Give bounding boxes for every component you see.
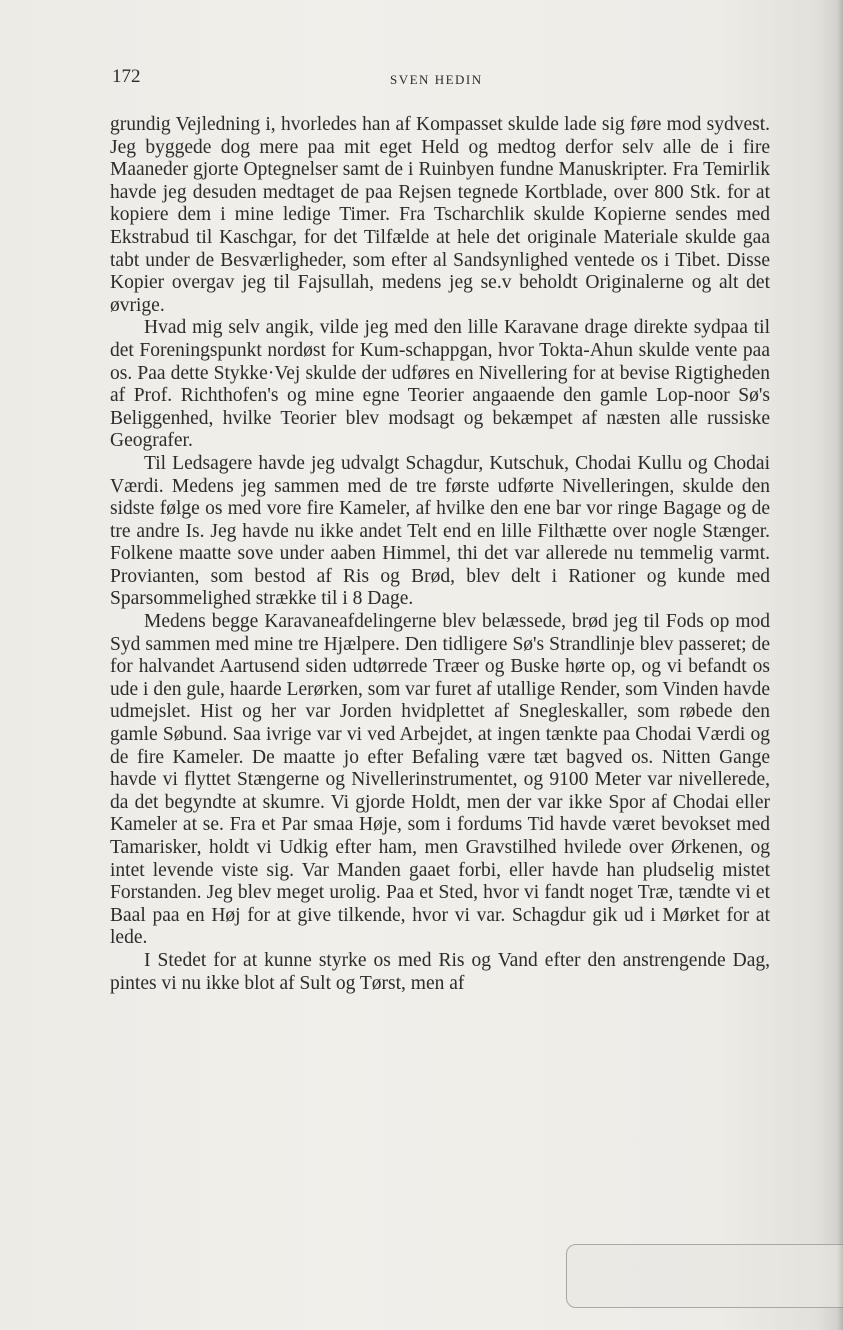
paragraph: Hvad mig selv angik, vilde jeg med den lille Karavane drage direkte sydpaa til det Foreningspunkt nordøst for Kum-schappgan, hvor Tokta-Ahun skulde vente paa os. Paa dette Stykke·Vej skulde der udføres en Nivellering for at bevise Rigtigheden af Prof. Richthofen's og mine egne Teorier angaaende den gamle Lop-noor Sø's Beliggenhed, hvilke Teorier blev modsagt og bekæmpet af næsten alle russiske Geografer.	[110, 317, 770, 452]
paragraph: Medens begge Karavaneafdelingerne blev belæssede, brød jeg til Fods op mod Syd sammen med mine tre Hjælpere. Den tidligere Sø's Strandlinje blev passeret; de for halvandet Aartusend siden udtørrede Træer og Buske hørte op, og vi befandt os ude i den gule, haarde Lerørken, som var furet af utallige Render, som Vinden havde udmejslet. Hist og her var Jorden hvidplettet af Snegleskaller, som røbede den gamle Søbund. Saa ivrige var vi ved Arbejdet, at ingen tænkte paa Chodai Værdi og de fire Kameler. De maatte jo efter Befaling være tæt bagved os. Nitten Gange havde vi flyttet Stængerne og Nivellerinstrumentet, og 9100 Meter var nivellerede, da det begyndte at skumre. Vi gjorde Holdt, men der var ikke Spor af Chodai eller Kameler at se. Fra et Par smaa Høje, som i fordums Tid havde været bevokset med Tamarisker, holdt vi Udkig efter ham, men Gravstilhed hvilede over Ørkenen, og intet levende viste sig. Var Manden gaaet forbi, eller havde han pludselig mistet Forstanden. Jeg blev meget urolig. Paa et Sted, hvor vi fandt noget Træ, tændte vi et Baal paa en Høj for at give tilkende, hvor vi var. Schagdur gik ud i Mørket for at lede.	[110, 611, 770, 949]
page-corner-tab	[566, 1244, 843, 1308]
page-header	[112, 66, 772, 96]
page-edge-shadow	[837, 0, 843, 1330]
paragraph: Til Ledsagere havde jeg udvalgt Schagdur, Kutschuk, Chodai Kullu og Chodai Værdi. Medens jeg sammen med de tre første udførte Nivelleringen, skulde den sidste følge os med vore fire Kameler, af hvilke den ene bar vor ringe Bagage og de tre andre Is. Jeg havde nu ikke andet Telt end en lille Filthætte over nogle Stænger. Folkene maatte sove under aaben Himmel, thi det var allerede nu temmelig varmt. Provianten, som bestod af Ris og Brød, blev delt i Rationer og kunde med Sparsommelighed strække til i 8 Dage.	[110, 452, 770, 610]
paragraph: grundig Vejledning i, hvorledes han af Kompasset skulde lade sig føre mod sydvest. Jeg byggede dog mere paa mit eget Held og medtog derfor selv alle de i fire Maaneder gjorte Optegnelser samt de i Ruinbyen fundne Manuskripter. Fra Temirlik havde jeg desuden medtaget de paa Rejsen tegnede Kortblade, over 800 Stk. for at kopiere dem i mine ledige Timer. Fra Tscharchlik skulde Kopierne sendes med Ekstrabud til Kaschgar, for det Tilfælde at hele det originale Materiale skulde gaa tabt under de Besværligheder, som efter al Sandsynlighed ventede os i Tibet. Disse Kopier overgav jeg til Fajsullah, medens jeg se.v beholdt Originalerne og alt det øvrige.	[110, 114, 770, 316]
body-text	[110, 114, 770, 995]
page-number: 172	[112, 66, 141, 87]
running-head: SVEN HEDIN	[390, 72, 483, 87]
paragraph: I Stedet for at kunne styrke os med Ris og Vand efter den anstrengende Dag, pintes vi nu ikke blot af Sult og Tørst, men af	[110, 949, 770, 994]
